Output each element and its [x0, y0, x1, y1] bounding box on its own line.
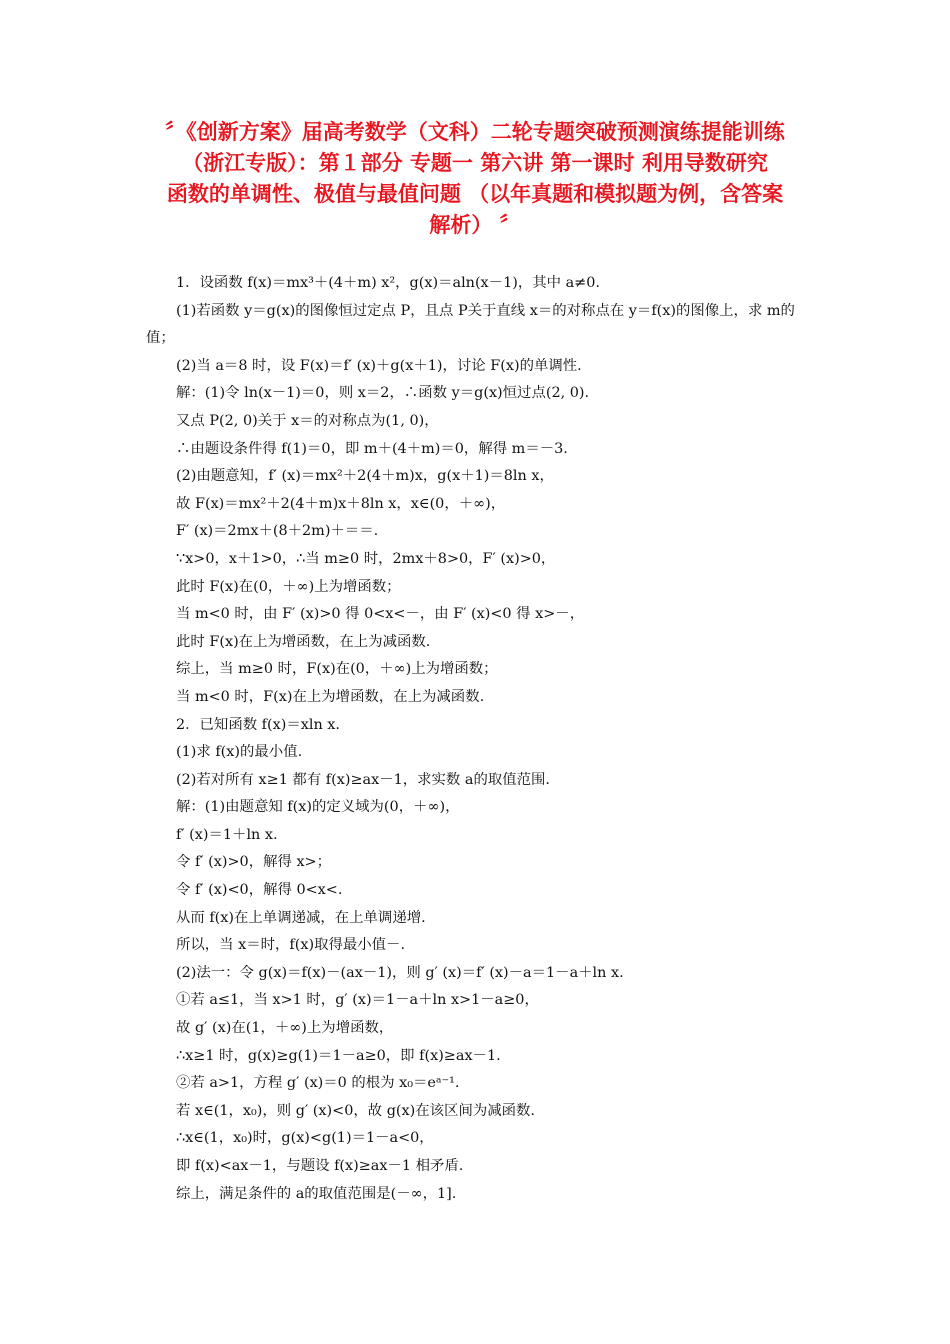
- solution-line: 综上，当 m≥0 时，F(x)在(0，＋∞)上为增函数；: [176, 661, 498, 678]
- problem-2-part-1: (1)求 f(x)的最小值.: [176, 744, 303, 761]
- solution-line: (2)由题意知，f′ (x)＝mx²＋2(4＋m)x，g(x＋1)＝8ln x，: [176, 468, 554, 485]
- solution-line: f′ (x)＝1＋ln x.: [176, 826, 278, 843]
- solution-line: 当 m<0 时，由 F′ (x)>0 得 0<x<－，由 F′ (x)<0 得 x>－，: [176, 606, 585, 623]
- solution-line: F′ (x)＝2mx＋(8＋2m)＋＝＝.: [176, 523, 379, 540]
- solution-line: ∴x≥1 时，g(x)≥g(1)＝1－a≥0，即 f(x)≥ax－1.: [176, 1047, 501, 1064]
- title-line-2: （浙江专版）：第１部分 专题一 第六讲 第一课时 利用导数研究: [182, 150, 768, 175]
- solution-line: ∴x∈(1，x₀)时，g(x)<g(1)＝1－a<0，: [176, 1130, 434, 1147]
- solution-line: 所以，当 x＝时，f(x)取得最小值－.: [176, 937, 406, 954]
- solution-line: 故 F(x)＝mx²＋2(4＋m)x＋8ln x，x∈(0，＋∞)，: [176, 495, 506, 512]
- solution-line: 此时 F(x)在上为增函数，在上为减函数.: [176, 633, 431, 650]
- solution-line: 又点 P(2, 0)关于 x＝的对称点为(1, 0)，: [176, 412, 439, 429]
- solution-line: 解：(1)由题意知 f(x)的定义域为(0，＋∞)，: [176, 799, 460, 816]
- solution-line: 综上，满足条件的 a的取值范围是(－∞，1].: [176, 1185, 457, 1202]
- problem-1-statement: 1．设函数 f(x)＝mx³＋(4＋m) x²，g(x)＝aln(x－1)，其中 a≠0.: [176, 275, 600, 291]
- solution-line: 此时 F(x)在(0，＋∞)上为增函数；: [176, 578, 401, 595]
- solution-line: 解：(1)令 ln(x－1)＝0，则 x＝2，∴函数 y＝g(x)恒过点(2, 0).: [176, 385, 590, 402]
- title-line-4: 解析） 〞: [429, 212, 521, 237]
- solution-line: ①若 a≤1，当 x>1 时，g′ (x)＝1－a＋ln x>1－a≥0，: [176, 992, 539, 1009]
- solution-line: 令 f′ (x)<0，解得 0<x<.: [176, 882, 343, 899]
- document-title: [120, 116, 830, 240]
- solution-line: 当 m<0 时，F(x)在上为增函数，在上为减函数.: [176, 688, 485, 705]
- solution-line: ∴由题设条件得 f(1)＝0，即 m＋(4＋m)＝0，解得 m＝－3.: [176, 440, 568, 457]
- solution-line: 从而 f(x)在上单调递减，在上单调递增.: [176, 909, 426, 926]
- solution-line: (2)法一：令 g(x)＝f(x)－(ax－1)，则 g′ (x)＝f′ (x)－a＝1－a＋ln x.: [176, 964, 624, 981]
- problem-1-part-2: (2)当 a＝8 时，设 F(x)＝f′ (x)＋g(x＋1)，讨论 F(x)的单调性.: [176, 357, 582, 374]
- solution-line: 令 f′ (x)>0，解得 x>；: [176, 854, 332, 871]
- solution-line: ②若 a>1，方程 g′ (x)＝0 的根为 x₀＝eᵃ⁻¹.: [176, 1075, 460, 1092]
- problem-2-part-2: (2)若对所有 x≥1 都有 f(x)≥ax－1，求实数 a的取值范围.: [176, 771, 550, 788]
- problem-1-part-1: (1)若函数 y＝g(x)的图像恒过定点 P，且点 P关于直线 x＝的对称点在 y＝f(x)的图像上，求 m的值；: [146, 302, 795, 347]
- title-line-1: 〞《创新方案》届高考数学（文科）二轮专题突破预测演练提能训练: [165, 119, 785, 144]
- solution-line: 即 f(x)<ax－1，与题设 f(x)≥ax－1 相矛盾.: [176, 1158, 464, 1174]
- title-line-3: 函数的单调性、极值与最值问题 （以年真题和模拟题为例，含答案: [166, 181, 784, 206]
- solution-line: ∵x>0，x＋1>0，∴当 m≥0 时，2mx＋8>0，F′ (x)>0，: [176, 550, 556, 567]
- solution-line: 故 g′ (x)在(1，＋∞)上为增函数，: [176, 1020, 394, 1037]
- problem-2-statement: 2．已知函数 f(x)＝xln x.: [176, 716, 340, 733]
- solution-line: 若 x∈(1，x₀)，则 g′ (x)<0，故 g(x)在该区间为减函数.: [176, 1102, 535, 1119]
- document-body: [146, 270, 810, 1208]
